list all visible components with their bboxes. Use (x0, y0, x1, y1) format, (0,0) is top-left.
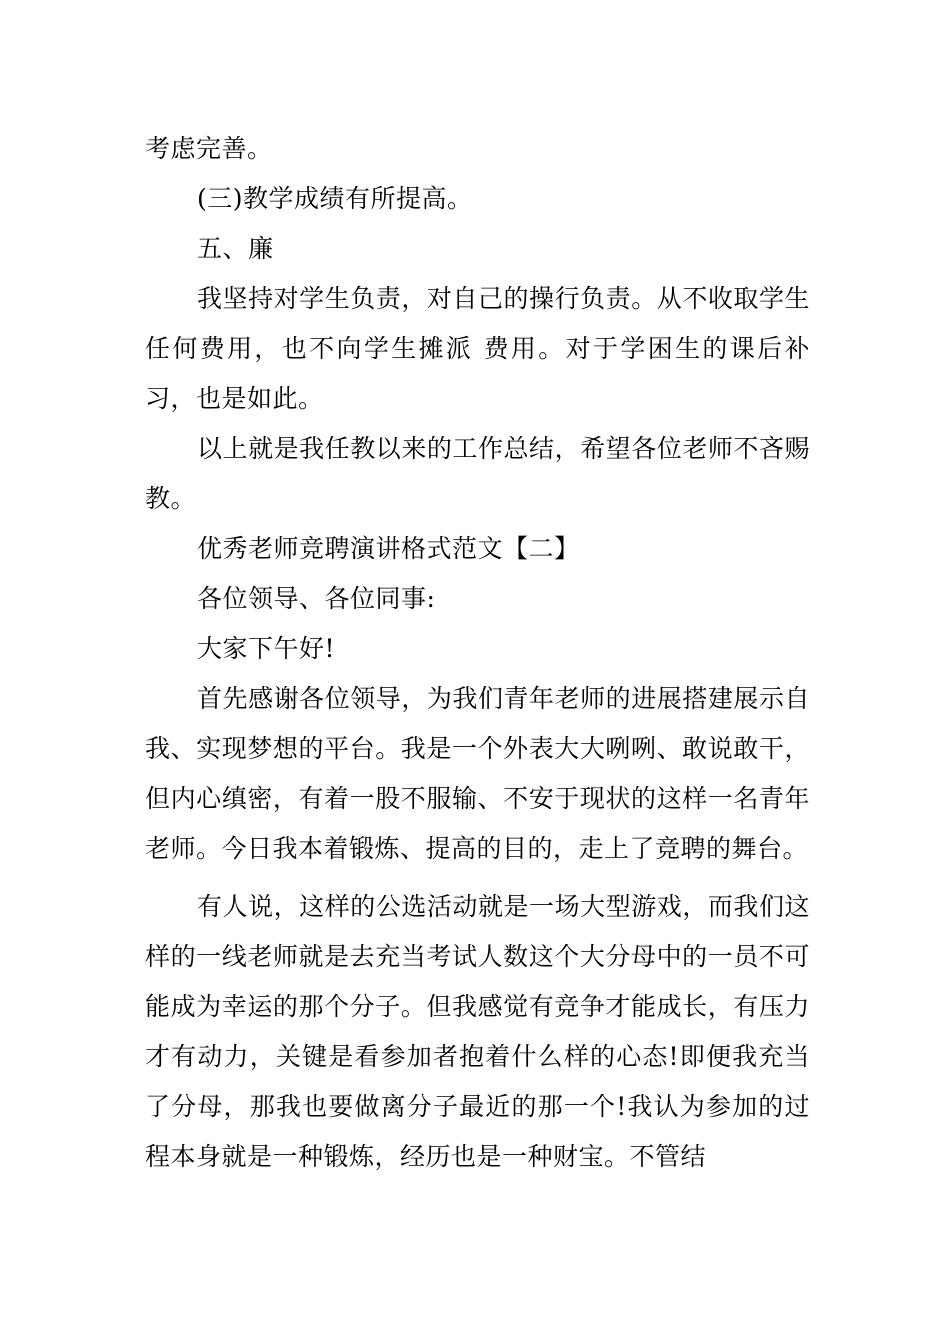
paragraph-2: (三)教学成绩有所提高。 (197, 184, 473, 213)
paragraph-9: 首先感谢各位领导，为我们青年老师的进展搭建展示自我、实现梦想的平台。我是一个外表大大咧咧、敢说敢干，但内心缜密，有着一股不服输、不安于现状的这样一名青年老师。今日我本着锻炼、提高的目的，走上了竞聘的舞台。 (145, 684, 810, 863)
article-title: 优秀老师竞聘演讲格式范文【二】 (197, 534, 580, 563)
salutation: 各位领导、各位同事: (197, 584, 436, 613)
greeting: 大家下午好! (197, 634, 336, 663)
paragraph-1: 考虑完善。 (145, 134, 273, 163)
section-heading-lian: 五、廉 (197, 234, 274, 263)
paragraph-4: 我坚持对学生负责，对自己的操行负责。从不收取学生任何费用，也不向学生摊派 费用。对于学困生的课后补习，也是如此。 (145, 284, 810, 413)
document-body (145, 124, 810, 1182)
paragraph-5: 以上就是我任教以来的工作总结，希望各位老师不吝赐教。 (145, 434, 810, 513)
paragraph-10: 有人说，这样的公选活动就是一场大型游戏，而我们这样的一线老师就是去充当考试人数这个大分母中的一员不可能成为幸运的那个分子。但我感觉有竞争才能成长，有压力才有动力，关键是看参加者抱着什么样的心态!即便我充当了分母，那我也要做离分子最近的那一个!我认为参加的过程本身就是一种锻炼，经历也是一种财宝。不管结 (145, 892, 810, 1171)
